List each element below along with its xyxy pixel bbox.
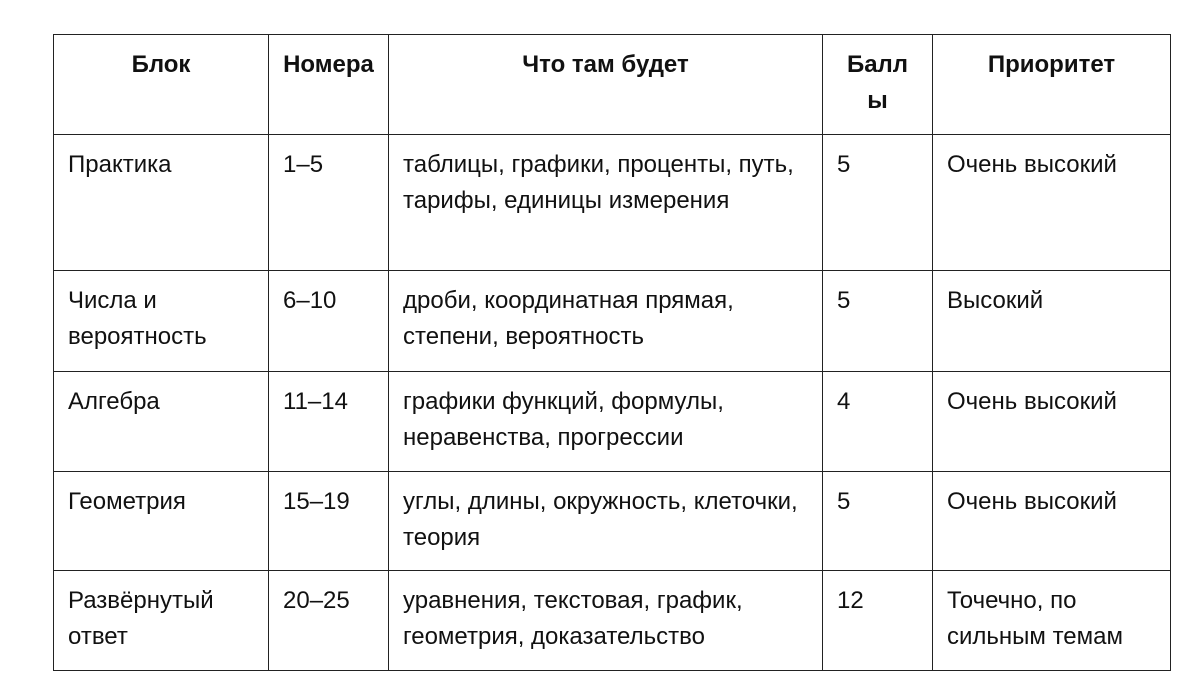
table-row bbox=[54, 472, 1171, 571]
cell-block: Развёрнутый ответ bbox=[54, 571, 269, 671]
cell-priority: Точечно, по сильным темам bbox=[933, 571, 1171, 671]
cell-numbers: 6–10 bbox=[269, 271, 389, 372]
cell-priority: Очень высокий bbox=[933, 372, 1171, 472]
table-row bbox=[54, 372, 1171, 472]
cell-priority: Очень высокий bbox=[933, 472, 1171, 571]
header-points: Баллы bbox=[823, 35, 933, 135]
cell-points: 12 bbox=[823, 571, 933, 671]
cell-points: 5 bbox=[823, 135, 933, 271]
table-row bbox=[54, 135, 1171, 271]
cell-numbers: 20–25 bbox=[269, 571, 389, 671]
cell-content: таблицы, графики, проценты, путь, тарифы, единицы измерения bbox=[389, 135, 823, 271]
cell-block: Геометрия bbox=[54, 472, 269, 571]
cell-block: Алгебра bbox=[54, 372, 269, 472]
cell-numbers: 11–14 bbox=[269, 372, 389, 472]
cell-content: дроби, координатная прямая, степени, вероятность bbox=[389, 271, 823, 372]
cell-priority: Высокий bbox=[933, 271, 1171, 372]
table-row bbox=[54, 571, 1171, 671]
header-priority: Приоритет bbox=[933, 35, 1171, 135]
cell-points: 5 bbox=[823, 271, 933, 372]
exam-structure-table bbox=[53, 34, 1171, 671]
cell-block: Практика bbox=[54, 135, 269, 271]
cell-points: 5 bbox=[823, 472, 933, 571]
table-row bbox=[54, 271, 1171, 372]
header-row bbox=[54, 35, 1171, 135]
cell-content: углы, длины, окружность, клеточки, теория bbox=[389, 472, 823, 571]
cell-numbers: 1–5 bbox=[269, 135, 389, 271]
cell-points: 4 bbox=[823, 372, 933, 472]
cell-priority: Очень высокий bbox=[933, 135, 1171, 271]
header-content: Что там будет bbox=[389, 35, 823, 135]
cell-content: графики функций, формулы, неравенства, прогрессии bbox=[389, 372, 823, 472]
header-block: Блок bbox=[54, 35, 269, 135]
cell-numbers: 15–19 bbox=[269, 472, 389, 571]
cell-block: Числа и вероятность bbox=[54, 271, 269, 372]
cell-content: уравнения, текстовая, график, геометрия, доказательство bbox=[389, 571, 823, 671]
header-numbers: Номера bbox=[269, 35, 389, 135]
